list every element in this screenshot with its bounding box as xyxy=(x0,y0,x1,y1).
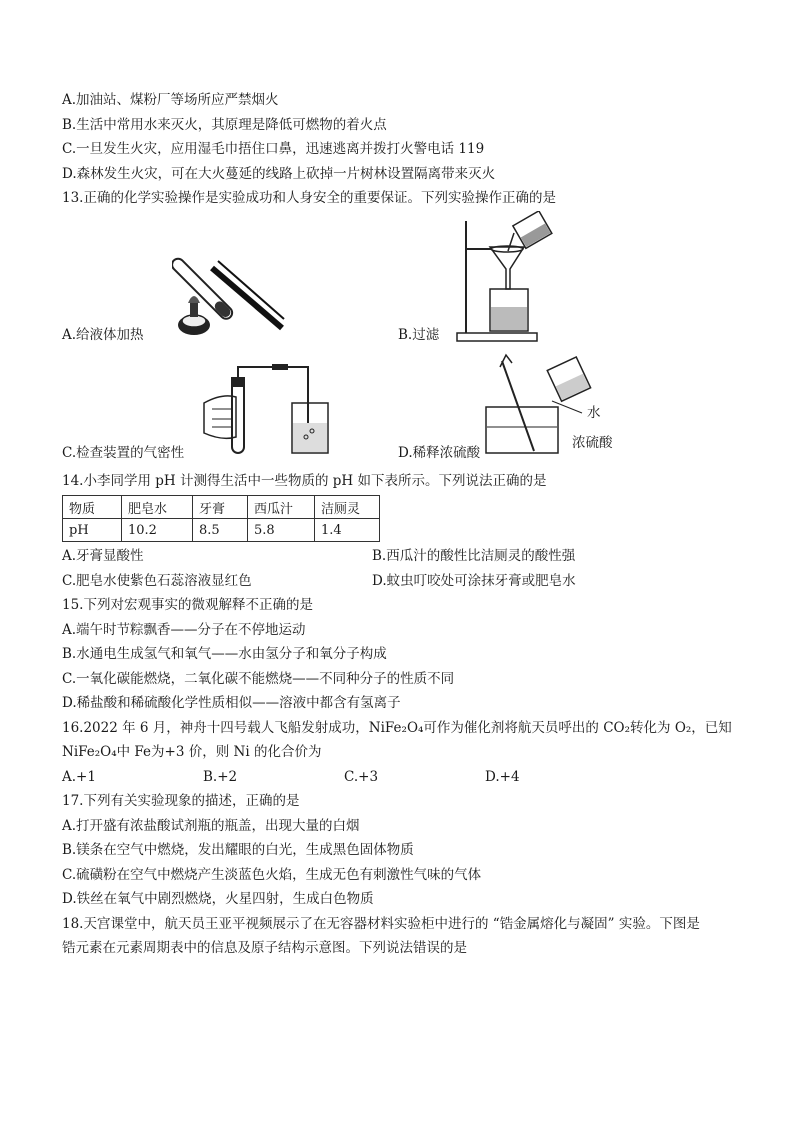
q16-option-b: B.+2 xyxy=(203,768,238,785)
table-cell: 物质 xyxy=(63,496,122,519)
q17-option-c: C.硫磺粉在空气中燃烧产生淡蓝色火焰，生成无色有刺激性气味的气体 xyxy=(62,866,482,883)
q13-option-a: A.给液体加热 xyxy=(62,326,144,343)
q15-option-a: A.端午时节粽飘香——分子在不停地运动 xyxy=(62,621,306,638)
table-cell: 8.5 xyxy=(193,519,248,542)
ph-table-header-row xyxy=(63,496,380,519)
table-cell: 5.8 xyxy=(248,519,315,542)
q17-option-a: A.打开盛有浓盐酸试剂瓶的瓶盖，出现大量的白烟 xyxy=(62,817,360,834)
q16-option-c: C.+3 xyxy=(344,768,379,785)
q14-option-a: A.牙膏显酸性 xyxy=(62,548,144,564)
q17-stem: 17.下列有关实验现象的描述，正确的是 xyxy=(62,793,300,809)
q16-option-a: A.+1 xyxy=(62,768,96,785)
heating-liquid-illustration xyxy=(172,233,292,343)
table-cell: 西瓜汁 xyxy=(248,496,315,519)
q15-option-b: B.水通电生成氢气和氧气——水由氢分子和氧分子构成 xyxy=(62,646,387,662)
q12-option-b: B.生活中常用水来灭火，其原理是降低可燃物的着火点 xyxy=(62,116,387,133)
q15-option-d: D.稀盐酸和稀硫酸化学性质相似——溶液中都含有氢离子 xyxy=(62,695,401,711)
q16-stem-2: NiFe₂O₄中 Fe为+3 价，则 Ni 的化合价为 xyxy=(62,744,322,760)
q15-option-c: C.一氧化碳能燃烧，二氧化碳不能燃烧——不同种分子的性质不同 xyxy=(62,670,455,687)
q12-option-c: C.一旦发生火灾，应用湿毛巾捂住口鼻，迅速逃离并拨打火警电话 119 xyxy=(62,141,485,157)
table-cell: 牙膏 xyxy=(193,496,248,519)
q13-figure-row-1 xyxy=(62,211,742,351)
q18-stem-1: 18.天宫课堂中，航天员王亚平视频展示了在无容器材料实验柜中进行的 “锆金属熔化与凝固” 实验。下图是 xyxy=(62,915,700,932)
q14-options-row-2 xyxy=(62,569,742,594)
table-cell: pH xyxy=(63,519,122,542)
q13-option-b: B.过滤 xyxy=(398,326,440,343)
table-cell: 1.4 xyxy=(315,519,380,542)
filtration-illustration xyxy=(452,211,562,346)
q12-option-d: D.森林发生火灾，可在大火蔓延的线路上砍掉一片树林设置隔离带来灭火 xyxy=(62,165,496,182)
q14-option-d: D.蚊虫叮咬处可涂抹牙膏或肥皂水 xyxy=(372,572,576,589)
q13-figure-row-2 xyxy=(62,351,742,469)
exam-page xyxy=(62,88,742,961)
ph-table xyxy=(62,495,380,542)
q12-option-a: A.加油站、煤粉厂等场所应严禁烟火 xyxy=(62,92,279,108)
table-cell: 10.2 xyxy=(122,519,193,542)
q14-stem: 14.小李同学用 pH 计测得生活中一些物质的 pH 如下表所示。下列说法正确的是 xyxy=(62,472,547,489)
q14-option-c: C.肥皂水使紫色石蕊溶液显红色 xyxy=(62,572,252,589)
label-water: 水 xyxy=(587,404,601,421)
q14-options-row-1 xyxy=(62,544,742,569)
q14-option-b: B.西瓜汁的酸性比洁厕灵的酸性强 xyxy=(372,548,576,564)
q17-option-d: D.铁丝在氧气中剧烈燃烧，火星四射，生成白色物质 xyxy=(62,891,374,907)
table-cell: 肥皂水 xyxy=(122,496,193,519)
q18-stem-2: 锆元素在元素周期表中的信息及原子结构示意图。下列说法错误的是 xyxy=(62,940,467,956)
q13-option-d: D.稀释浓硫酸 xyxy=(398,444,481,461)
q13-stem: 13.正确的化学实验操作是实验成功和人身安全的重要保证。下列实验操作正确的是 xyxy=(62,190,556,206)
table-cell: 洁厕灵 xyxy=(315,496,380,519)
q16-stem-1: 16.2022 年 6 月，神舟十四号载人飞船发射成功，NiFe₂O₄可作为催化剂将航天员呼出的 CO₂转化为 O₂，已知 xyxy=(62,719,732,736)
q13-option-c: C.检查装置的气密性 xyxy=(62,444,185,461)
ph-table-value-row xyxy=(63,519,380,542)
airtightness-check-illustration xyxy=(202,363,342,463)
q16-options xyxy=(62,765,742,790)
label-conc-acid: 浓硫酸 xyxy=(572,434,613,451)
q17-option-b: B.镁条在空气中燃烧，发出耀眼的白光，生成黑色固体物质 xyxy=(62,842,414,858)
q16-option-d: D.+4 xyxy=(485,768,520,785)
q15-stem: 15.下列对宏观事实的微观解释不正确的是 xyxy=(62,597,313,613)
